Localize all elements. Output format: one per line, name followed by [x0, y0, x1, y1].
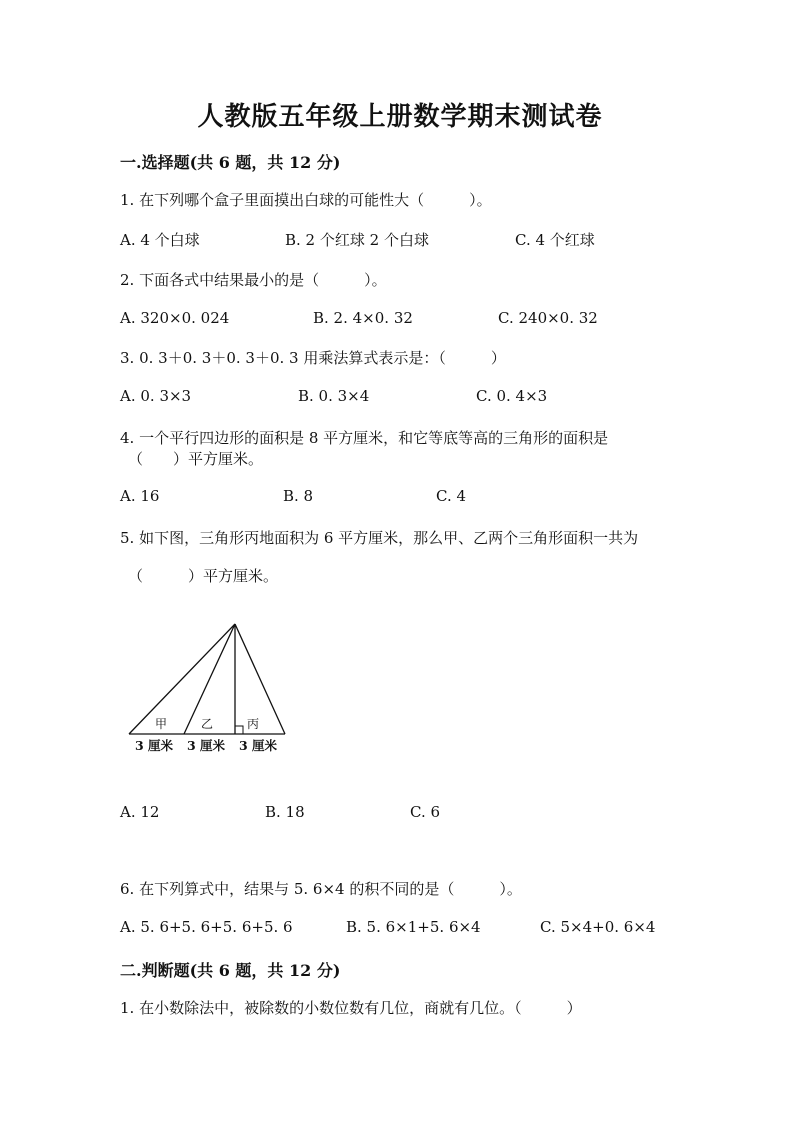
option-1-2-b: B. 2. 4×0. 32: [313, 309, 413, 327]
base-label-3: 3 厘米: [239, 738, 278, 753]
option-1-2-c: C. 240×0. 32: [498, 309, 598, 327]
option-1-6-c: C. 5×4+0. 6×4: [540, 918, 656, 936]
exam-title: 人教版五年级上册数学期末测试卷: [197, 102, 603, 132]
label-bing: 丙: [247, 717, 260, 731]
question-1-1: 1. 在下列哪个盒子里面摸出白球的可能性大（ ）。: [120, 191, 492, 209]
question-1-2: 2. 下面各式中结果最小的是（ ）。: [120, 271, 387, 289]
option-1-3-c: C. 0. 4×3: [476, 387, 548, 405]
option-1-5-a: A. 12: [120, 803, 160, 821]
question-1-5-line2: （ ）平方厘米。: [128, 567, 279, 585]
right-edge: [235, 624, 285, 734]
option-1-1-b: B. 2 个红球 2 个白球: [285, 231, 429, 249]
base-label-1: 3 厘米: [135, 738, 174, 753]
label-jia: 甲: [155, 717, 168, 731]
question-1-4-line1: 4. 一个平行四边形的面积是 8 平方厘米，和它等底等高的三角形的面积是: [120, 429, 609, 447]
option-1-5-c: C. 6: [410, 803, 441, 821]
option-1-4-c: C. 4: [436, 487, 467, 505]
option-1-3-a: A. 0. 3×3: [120, 387, 192, 405]
option-1-3-b: B. 0. 3×4: [298, 387, 370, 405]
question-1-4-line2: （ ）平方厘米。: [128, 450, 264, 468]
section-2-heading: 二.判断题(共 6 题，共 12 分): [120, 961, 341, 980]
option-1-1-c: C. 4 个红球: [515, 231, 595, 249]
option-1-6-b: B. 5. 6×1+5. 6×4: [346, 918, 481, 936]
right-angle-mark: [235, 726, 243, 734]
option-1-6-a: A. 5. 6+5. 6+5. 6+5. 6: [120, 918, 293, 936]
option-1-4-a: A. 16: [120, 487, 160, 505]
left-edge: [129, 624, 235, 734]
question-1-3: 3. 0. 3＋0. 3＋0. 3＋0. 3 用乘法算式表示是：（ ）: [120, 349, 506, 367]
option-1-2-a: A. 320×0. 024: [120, 309, 230, 327]
question-1-5-line1: 5. 如下图，三角形丙地面积为 6 平方厘米，那么甲、乙两个三角形面积一共为: [120, 529, 639, 547]
section-1-heading: 一.选择题(共 6 题，共 12 分): [120, 153, 341, 172]
triangle-figure: [125, 616, 300, 756]
label-yi: 乙: [201, 717, 214, 731]
option-1-4-b: B. 8: [283, 487, 314, 505]
option-1-1-a: A. 4 个白球: [120, 231, 200, 249]
question-1-6: 6. 在下列算式中，结果与 5. 6×4 的积不同的是（ ）。: [120, 880, 522, 898]
option-1-5-b: B. 18: [265, 803, 305, 821]
question-2-1: 1. 在小数除法中，被除数的小数位数有几位，商就有几位。（ ）: [120, 999, 582, 1017]
base-label-2: 3 厘米: [187, 738, 226, 753]
